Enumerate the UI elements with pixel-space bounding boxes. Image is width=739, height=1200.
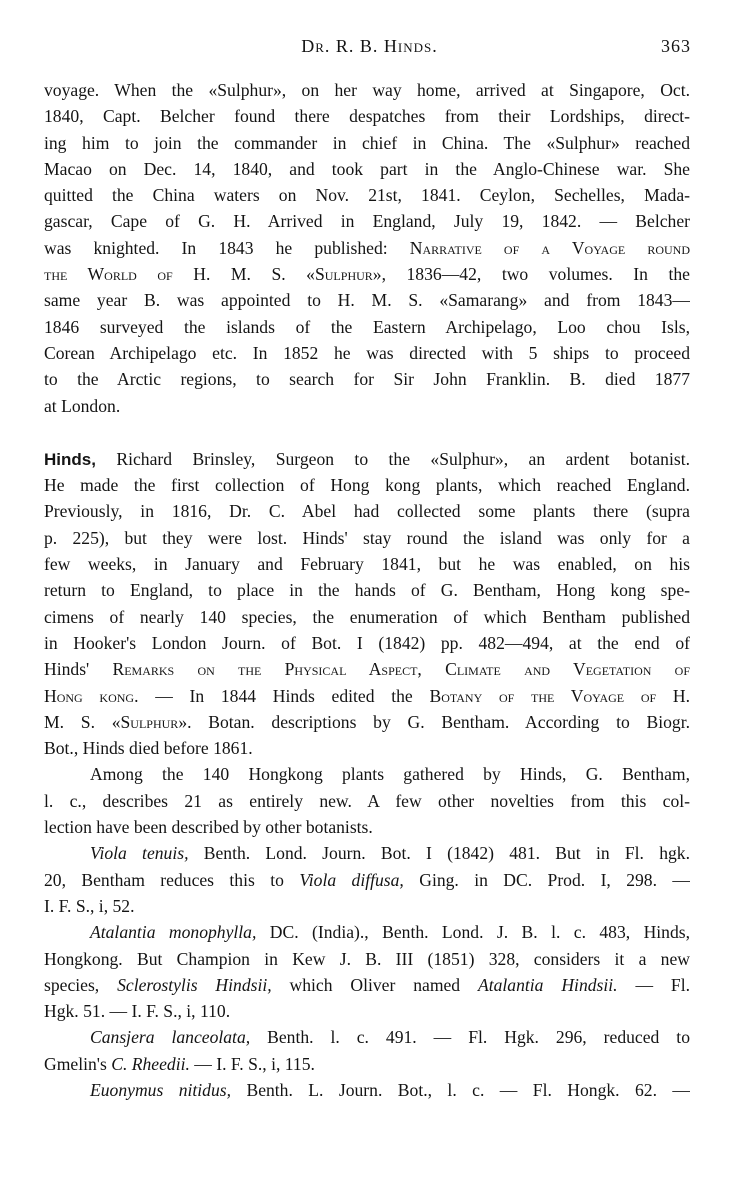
text-line: l. c., describes 21 as entirely new. A few other novelties from this col- xyxy=(44,790,690,811)
text-line: quitted the China waters on Nov. 21st, 1841. Ceylon, Sechelles, Mada- xyxy=(44,185,690,206)
page-header xyxy=(0,28,739,62)
running-head-name: Hinds. xyxy=(383,36,438,56)
paragraph-voyage xyxy=(44,77,690,419)
text-line: Among the 140 Hongkong plants gathered by Hinds, G. Bentham, xyxy=(90,764,690,785)
text-line: Macao on Dec. 14, 1840, and took part in the Anglo-Chinese war. She xyxy=(44,158,690,179)
text-run: Gmelin's xyxy=(44,1053,112,1074)
text-line xyxy=(44,446,690,472)
page-number: 363 xyxy=(661,36,691,56)
text-line: p. 225), but they were lost. Hinds' stay round the island was only for a xyxy=(44,527,690,548)
paragraph-plants xyxy=(44,761,690,840)
text-run: », 1836—42, two volumes. In the xyxy=(372,264,690,285)
text-line xyxy=(44,261,690,287)
book-title: the World of xyxy=(44,264,173,285)
text-line xyxy=(44,1024,690,1050)
text-line: Hgk. 51. — I. F. S., i, 110. xyxy=(44,1001,231,1022)
entry-cansjera xyxy=(44,1024,690,1077)
text-run: Ging. in DC. Prod. I, 298. — xyxy=(403,869,690,890)
text-line: to the Arctic regions, to search for Sir John Franklin. B. died 1877 xyxy=(44,369,690,390)
text-run: 20, Bentham reduces this to xyxy=(44,869,300,890)
text-line xyxy=(44,1077,690,1103)
entry-euonymus xyxy=(44,1077,690,1103)
text-run: Benth. L. Journ. Bot., l. c. — Fl. Hongk. 62. — xyxy=(231,1079,690,1100)
text-line: in Hooker's London Journ. of Bot. I (1842) pp. 482—494, at the end of xyxy=(44,632,690,653)
text-run: species, xyxy=(44,974,118,995)
text-run: M. S. « xyxy=(44,711,121,732)
book-title: Hong kong. xyxy=(44,685,139,706)
text-run: which Oliver named xyxy=(271,974,478,995)
text-line xyxy=(44,1051,690,1077)
text-line: He made the first collection of Hong kong plants, which reached England. xyxy=(44,475,690,496)
species-name: C. Rheedii. xyxy=(111,1053,190,1074)
section-gap xyxy=(44,419,690,446)
text-line: Hongkong. But Champion in Kew J. B. III (1851) 328, considers it a new xyxy=(44,948,690,969)
text-line: Previously, in 1816, Dr. C. Abel had collected some plants there (supra xyxy=(44,501,690,522)
text-run: Hinds' xyxy=(44,659,113,680)
text-line: ing him to join the commander in chief in China. The «Sulphur» reached xyxy=(44,132,690,153)
text-line: Bot., Hinds died before 1861. xyxy=(44,738,253,759)
book-title: Narrative of a Voyage round xyxy=(409,237,690,258)
text-line: 1846 surveyed the islands of the Eastern Archipelago, Loo chou Isls, xyxy=(44,316,690,337)
text-line: cimens of nearly 140 species, the enumeration of which Bentham published xyxy=(44,606,690,627)
text-run: — In 1844 Hinds edited the xyxy=(138,685,430,706)
text-line xyxy=(44,235,690,261)
book-title: Remarks on the Physical Aspect, Climate and Vegetation of xyxy=(112,659,690,680)
text-line xyxy=(44,972,690,998)
text-run: Benth. l. c. 491. — Fl. Hgk. 296, reduced to xyxy=(250,1027,690,1048)
text-line: at London. xyxy=(44,395,121,416)
text-line xyxy=(44,656,690,682)
text-run: DC. (India)., Benth. Lond. J. B. l. c. 483, Hinds, xyxy=(256,922,690,943)
text-line xyxy=(44,840,690,866)
species-name: Atalantia Hindsii. xyxy=(477,974,618,995)
text-line xyxy=(44,919,690,945)
text-run: — Fl. xyxy=(617,974,690,995)
text-line: return to England, to place in the hands of G. Bentham, Hong kong spe- xyxy=(44,580,690,601)
text-run: Benth. Lond. Journ. Bot. I (1842) 481. But in Fl. hgk. xyxy=(188,843,690,864)
page-body xyxy=(44,77,690,1103)
text-line xyxy=(44,709,690,735)
running-head xyxy=(0,36,739,57)
species-name: Viola diffusa, xyxy=(299,869,404,890)
text-line: same year B. was appointed to H. M. S. «Samarang» and from 1843— xyxy=(44,290,690,311)
ship-name: Sulphur xyxy=(120,711,179,732)
species-name: Euonymus nitidus, xyxy=(90,1079,232,1100)
book-title: Botany of the Voyage of xyxy=(429,685,657,706)
text-line xyxy=(44,867,690,893)
running-head-author: Dr. R. B. xyxy=(301,36,384,56)
text-run: ». Botan. descriptions by G. Bentham. According to Biogr. xyxy=(178,711,690,732)
text-run: H. xyxy=(656,685,690,706)
entry-atalantia xyxy=(44,919,690,1024)
paragraph-hinds xyxy=(44,446,690,762)
text-line: lection have been described by other botanists. xyxy=(44,817,373,838)
ship-name: Sulphur xyxy=(314,264,373,285)
text-line: Corean Archipelago etc. In 1852 he was directed with 5 ships to proceed xyxy=(44,342,690,363)
text-run: was knighted. In 1843 he published: xyxy=(44,237,410,258)
text-line: gascar, Cape of G. H. Arrived in England, July 19, 1842. — Belcher xyxy=(44,211,690,232)
species-name: Sclerostylis Hindsii, xyxy=(117,974,272,995)
text-line: I. F. S., i, 52. xyxy=(44,895,135,916)
text-line xyxy=(44,683,690,709)
text-line: voyage. When the «Sulphur», on her way home, arrived at Singapore, Oct. xyxy=(44,80,690,100)
species-name: Atalantia monophylla, xyxy=(90,922,257,943)
species-name: Cansjera lanceolata, xyxy=(90,1027,251,1048)
species-name: Viola tenuis, xyxy=(90,843,189,864)
text-line: 1840, Capt. Belcher found there despatches from their Lordships, direct- xyxy=(44,106,690,127)
text-run: H. M. S. « xyxy=(172,264,315,285)
text-line: few weeks, in January and February 1841, but he was enabled, on his xyxy=(44,554,690,575)
text-run: — I. F. S., i, 115. xyxy=(189,1053,315,1074)
entry-heading: Hinds, xyxy=(44,449,96,469)
text-run: Richard Brinsley, Surgeon to the «Sulphur», an ardent botanist. xyxy=(95,448,690,469)
entry-viola xyxy=(44,840,690,919)
